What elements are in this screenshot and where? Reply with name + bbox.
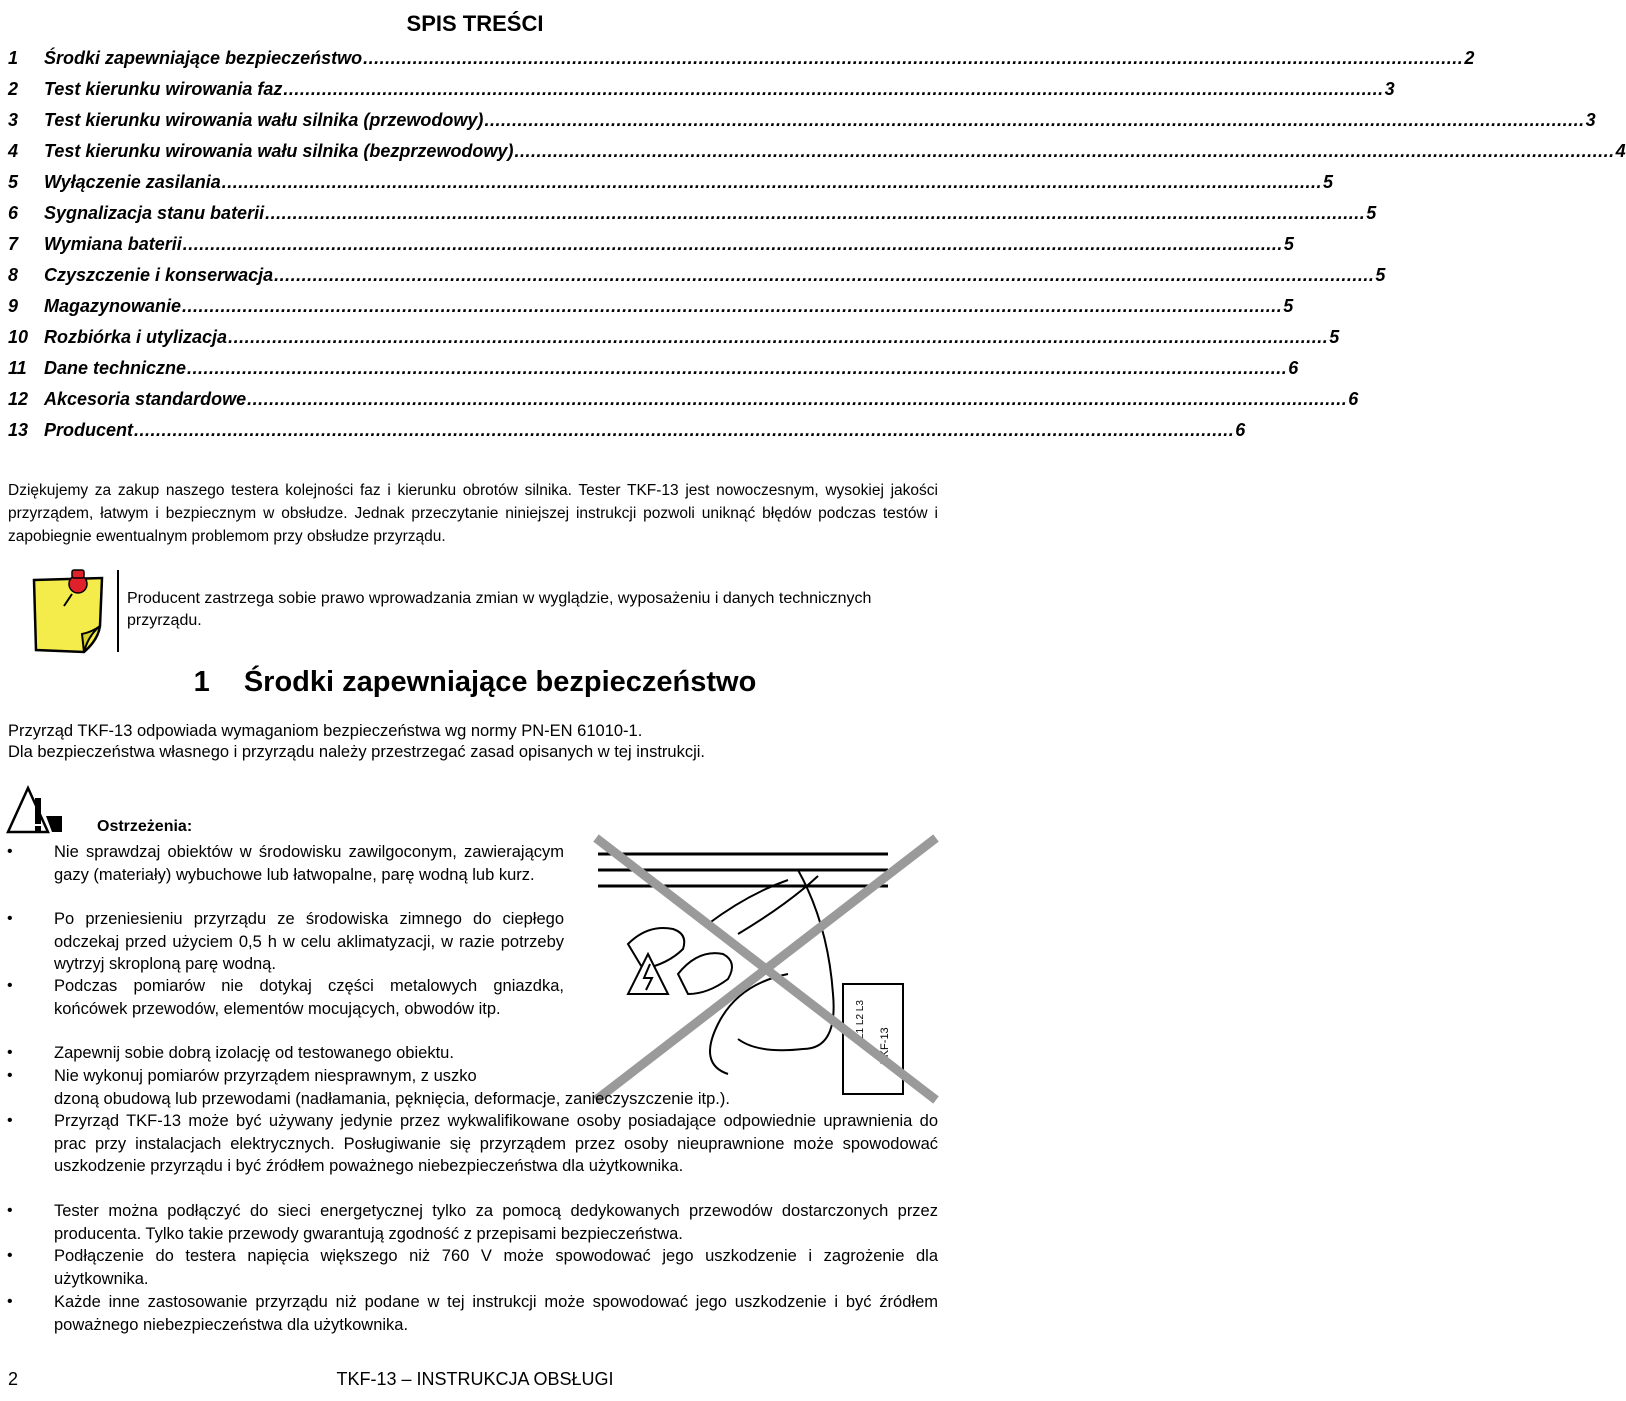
section-line-1: Przyrząd TKF-13 odpowiada wymaganiom bezpieczeństwa wg normy PN-EN 61010-1. bbox=[8, 722, 643, 740]
toc-item-number: 4 bbox=[8, 141, 19, 161]
note-divider bbox=[117, 570, 119, 652]
note-text: Producent zastrzega sobie prawo wprowadzania zmian w wyglądzie, wyposażeniu i danych technicznych przyrządu. bbox=[127, 590, 872, 629]
toc-item-page: 5 bbox=[1366, 203, 1377, 223]
toc-item-title: Czyszczenie i konserwacja bbox=[44, 265, 274, 285]
toc-item-number: 11 bbox=[8, 358, 27, 378]
toc-item-number: 9 bbox=[8, 296, 19, 316]
device-terminals-label: L1 L2 L3 bbox=[855, 1000, 866, 1039]
section-heading bbox=[0, 666, 950, 699]
toc-item[interactable] bbox=[8, 420, 1246, 446]
toc-item-number: 3 bbox=[8, 110, 19, 130]
toc-leader-dots: ........................................................................................................................................................................................................ bbox=[514, 141, 1615, 161]
toc-item-title: Wymiana baterii bbox=[44, 234, 182, 254]
warning-item: • Każde inne zastosowanie przyrządu niż podane w tej instrukcji może spowodować jego uszkodzenie i być źródłem poważnego niebezpieczeństwa dla użytkownika. bbox=[54, 1291, 938, 1336]
toc-item-title: Magazynowanie bbox=[44, 296, 182, 316]
toc-item-page: 2 bbox=[1464, 48, 1475, 68]
toc-item-page: 6 bbox=[1235, 420, 1246, 440]
toc-item-page: 3 bbox=[1585, 110, 1596, 130]
toc-leader-dots: ........................................................................................................................................................................................................ bbox=[134, 420, 1235, 440]
toc-item-title: Producent bbox=[44, 420, 134, 440]
toc-item-title: Test kierunku wirowania wału silnika (przewodowy) bbox=[44, 110, 484, 130]
section-title: Środki zapewniające bezpieczeństwo bbox=[243, 666, 757, 698]
toc-item-title: Test kierunku wirowania wału silnika (bezprzewodowy) bbox=[44, 141, 514, 161]
toc-leader-dots: ........................................................................................................................................................................................................ bbox=[283, 79, 1384, 99]
toc-item-page: 6 bbox=[1348, 389, 1359, 409]
toc-item[interactable] bbox=[8, 110, 1596, 136]
page-number: 2 bbox=[8, 1369, 19, 1389]
toc-item-title: Akcesoria standardowe bbox=[44, 389, 247, 409]
section-line-2: Dla bezpieczeństwa własnego i przyrządu należy przestrzegać zasad opisanych w tej instrukcji. bbox=[8, 743, 705, 761]
warning-item: • Tester można podłączyć do sieci energetycznej tylko za pomocą dedykowanych przewodów dostarczonych przez producenta. Tylko takie przewody gwarantują zgodność z przepisami bezpieczeństwa. bbox=[54, 1200, 938, 1245]
section-number: 1 bbox=[193, 666, 210, 698]
toc-title: SPIS TREŚCI bbox=[406, 11, 544, 36]
warning-icon bbox=[6, 786, 66, 834]
toc-item-page: 5 bbox=[1375, 265, 1386, 285]
toc-item-page: 5 bbox=[1322, 172, 1333, 192]
intro-paragraph: Dziękujemy za zakup naszego testera kolejności faz i kierunku obrotów silnika. Tester TKF-13 jest nowoczesnym, wysokiej jakości przyrządem, łatwym i bezpiecznym w obsłudze. Jednak przeczytanie niniejszej instrukcji pozwoli uniknąć błędów podczas testów i zapobiegnie ewentualnym problemom przy obsłudze przyrządu. bbox=[8, 482, 938, 545]
toc-leader-dots: ........................................................................................................................................................................................................ bbox=[221, 172, 1322, 192]
warning-item: • Nie sprawdzaj obiektów w środowisku zawilgoconym, zawierającym gazy (materiały) wybuchowe lub łatwopalne, parę wodną lub kurz. bbox=[54, 841, 564, 886]
prohibited-measurement-illustration bbox=[588, 834, 940, 1104]
toc-item-title: Test kierunku wirowania faz bbox=[44, 79, 283, 99]
toc-item-number: 2 bbox=[8, 79, 19, 99]
toc-item-number: 12 bbox=[8, 389, 29, 409]
toc-item[interactable] bbox=[8, 327, 1340, 353]
toc-item-page: 6 bbox=[1288, 358, 1299, 378]
warning-item: • Przyrząd TKF-13 może być używany jedynie przez wykwalifikowane osoby posiadające odpowiednie uprawnienia do prac przy instalacjach elektrycznych. Posługiwanie się przyrządem przez osoby nieuprawnione może spowodować uszkodzenie przyrządu i być źródłem poważnego niebezpieczeństwa dla użytkownika. bbox=[54, 1110, 938, 1178]
toc-item[interactable] bbox=[8, 48, 1475, 74]
toc-item[interactable] bbox=[8, 389, 1359, 415]
toc-item-title: Wyłączenie zasilania bbox=[44, 172, 221, 192]
toc-item-title: Dane techniczne bbox=[44, 358, 187, 378]
warning-item: • Nie wykonuj pomiarów przyrządem niesprawnym, z uszko dzoną obudową lub przewodami (nadłamania, pęknięcia, deformacje, zanieczyszczenie itp.). bbox=[54, 1065, 938, 1110]
toc-item-number: 8 bbox=[8, 265, 19, 285]
toc-leader-dots: ........................................................................................................................................................................................................ bbox=[228, 327, 1329, 347]
warning-item: • Zapewnij sobie dobrą izolację od testowanego obiektu. bbox=[54, 1042, 564, 1065]
toc-item[interactable] bbox=[8, 234, 1294, 260]
toc-item[interactable] bbox=[8, 141, 1626, 167]
toc-item-page: 3 bbox=[1384, 79, 1395, 99]
toc-leader-dots: ........................................................................................................................................................................................................ bbox=[484, 110, 1585, 130]
toc-leader-dots: ........................................................................................................................................................................................................ bbox=[265, 203, 1366, 223]
device-label: TKF-13 bbox=[879, 1027, 891, 1064]
toc-leader-dots: ........................................................................................................................................................................................................ bbox=[187, 358, 1288, 378]
toc-leader-dots: ........................................................................................................................................................................................................ bbox=[274, 265, 1375, 285]
toc-item-number: 1 bbox=[8, 48, 19, 68]
toc-item-page: 4 bbox=[1615, 141, 1626, 161]
toc-item-number: 7 bbox=[8, 234, 19, 254]
footer-title: TKF-13 – INSTRUKCJA OBSŁUGI bbox=[336, 1369, 614, 1389]
toc-leader-dots: ........................................................................................................................................................................................................ bbox=[363, 48, 1464, 68]
toc-item-number: 10 bbox=[8, 327, 29, 347]
toc-item-title: Środki zapewniające bezpieczeństwo bbox=[44, 48, 363, 68]
toc-item-page: 5 bbox=[1329, 327, 1340, 347]
warning-item: • Podczas pomiarów nie dotykaj części metalowych gniazdka, końcówek przewodów, elementów mocujących, obwodów itp. bbox=[54, 975, 564, 1020]
toc-item[interactable] bbox=[8, 203, 1377, 229]
warning-item: • Po przeniesieniu przyrządu ze środowiska zimnego do ciepłego odczekaj przed użyciem 0,5 h w celu aklimatyzacji, w razie potrzeby wytrzyj skroploną parę wodną. bbox=[54, 908, 564, 976]
toc-item[interactable] bbox=[8, 358, 1299, 384]
toc-item-page: 5 bbox=[1283, 234, 1294, 254]
toc-item[interactable] bbox=[8, 296, 1294, 322]
toc-item[interactable] bbox=[8, 172, 1333, 198]
toc-item[interactable] bbox=[8, 265, 1386, 291]
toc-item-title: Rozbiórka i utylizacja bbox=[44, 327, 228, 347]
sticky-note-icon bbox=[28, 566, 114, 656]
toc-item-number: 6 bbox=[8, 203, 19, 223]
toc-leader-dots: ........................................................................................................................................................................................................ bbox=[247, 389, 1348, 409]
toc-item-page: 5 bbox=[1283, 296, 1294, 316]
toc-item[interactable] bbox=[8, 79, 1395, 105]
warning-item: • Podłączenie do testera napięcia większego niż 760 V może spowodować jego uszkodzenie i zagrożenie dla użytkownika. bbox=[54, 1245, 938, 1290]
warnings-title: Ostrzeżenia: bbox=[97, 818, 193, 835]
toc-item-title: Sygnalizacja stanu baterii bbox=[44, 203, 265, 223]
toc-item-number: 5 bbox=[8, 172, 19, 192]
toc-leader-dots: ........................................................................................................................................................................................................ bbox=[182, 234, 1283, 254]
toc-item-number: 13 bbox=[8, 420, 29, 440]
toc-leader-dots: ........................................................................................................................................................................................................ bbox=[182, 296, 1283, 316]
